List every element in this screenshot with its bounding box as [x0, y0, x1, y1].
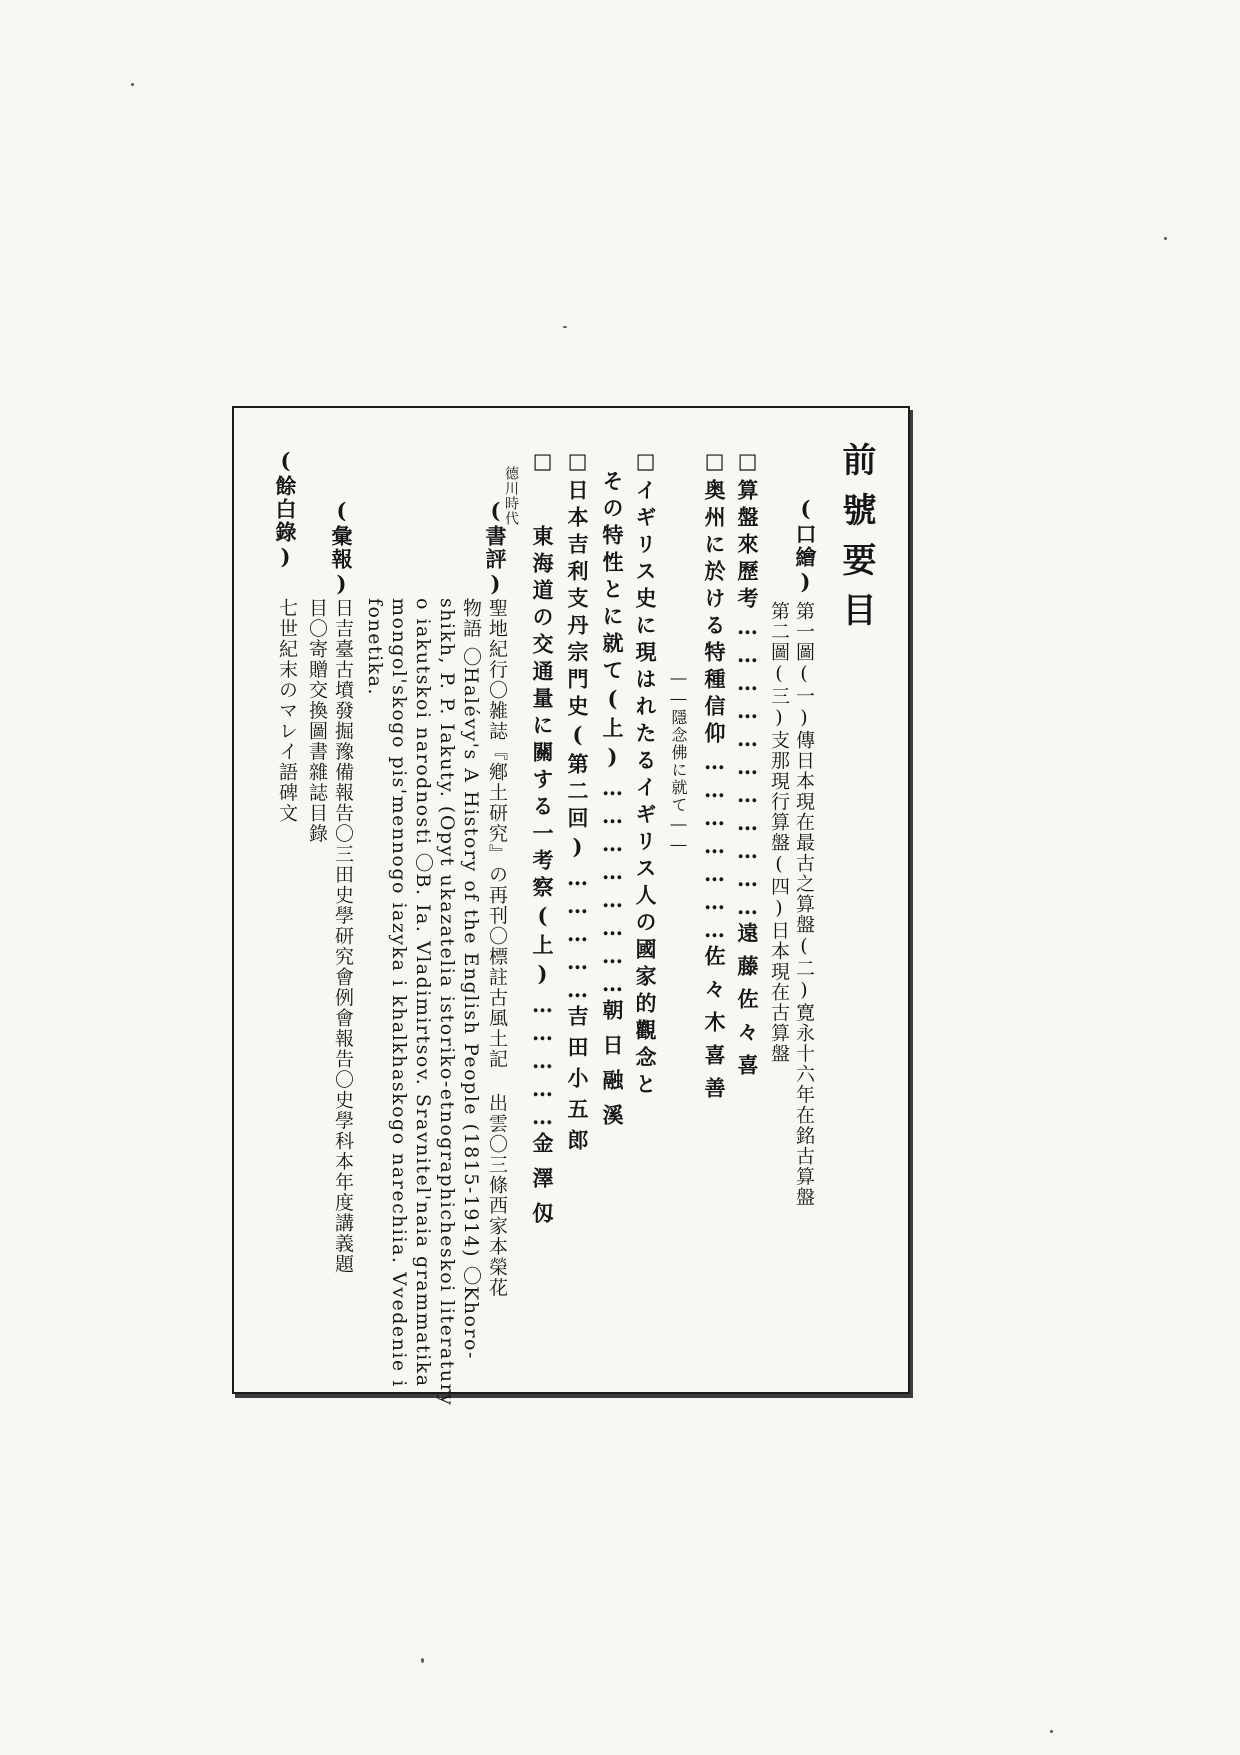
- article-leader: …………………: [702, 749, 727, 945]
- article-row: [532, 448, 553, 1237]
- page-title: 前號要目: [836, 442, 876, 642]
- scan-speck: [421, 1658, 424, 1663]
- section-label-iho: (彙報): [329, 498, 354, 598]
- article-author: 遠藤佐々喜: [735, 922, 760, 1087]
- article-author: 朝日融溪: [600, 999, 625, 1139]
- scan-speck: [1164, 237, 1167, 240]
- article-title: 日本吉利支丹宗門史(第二回): [565, 479, 590, 865]
- contents-frame: [232, 406, 910, 1407]
- section-label-kuchie: (口繪): [793, 496, 818, 596]
- article-box: □: [565, 448, 590, 479]
- article-title: イギリス史に現はれたるイギリス人の國家的觀念と: [633, 479, 658, 1100]
- review-line-6: fonetika.: [364, 598, 386, 697]
- article-row: [635, 448, 656, 1100]
- article-box: □: [735, 448, 760, 479]
- article-prefix: 德川時代: [503, 466, 519, 526]
- iho-line-1: 日吉臺古墳發掘豫備報告〇三田史學研究會例會報告〇史學科本年度講義題: [332, 598, 354, 1275]
- article-box: □: [530, 448, 555, 479]
- section-label-yohakuroku: (餘白錄): [273, 448, 298, 571]
- review-line-4: o iakutskoi narodnosti 〇B. Ia. Vladimirtsov. Sravnitel'naia grammatika: [412, 598, 434, 1388]
- kuchie-line-2: 第二圖(三)支那現行算盤(四)日本現在古算盤: [768, 601, 790, 1064]
- article-title: 算盤來歷考: [735, 479, 760, 614]
- review-line-5: mongol'skogo pis'mennogo iazyka i khalkhaskogo narechiia. Vvedenie i: [388, 598, 410, 1388]
- section-label-shohyo: (書評): [483, 498, 508, 598]
- review-line-3: shikh, P. P. Iakuty. (Opyt ukazatelia istoriko-etnographicheskoi literatury: [436, 598, 458, 1407]
- review-line-1: 聖地紀行〇雑誌『鄕土研究』の再刊〇標註古風土記 出雲〇三條西家本榮花: [486, 598, 508, 1298]
- article-leader: ……………: [565, 865, 590, 1005]
- review-line-2: 物語 〇Halévy's A History of the English People (1815-1914) 〇Khoro-: [460, 598, 482, 1360]
- kuchie-line-1: 第一圖(一)傳日本現在最古之算盤(二)寛永十六年在銘古算盤: [793, 601, 815, 1208]
- article-author: 金澤仭: [530, 1132, 555, 1237]
- yohaku-line-1: 七世紀末のマレイ語碑文: [276, 598, 298, 824]
- article-row: [567, 448, 588, 1160]
- scan-speck: [1050, 1730, 1053, 1733]
- iho-line-2: 目〇寄贈交換圖書雜誌目錄: [306, 598, 328, 844]
- article-subtitle: ――隱念佛に就て――: [669, 668, 688, 855]
- article-leader: ……………………………: [735, 614, 760, 922]
- article-box: □: [702, 448, 727, 479]
- article-row: [704, 448, 725, 1110]
- article-title: 東海道の交通量に關する一考察(上): [530, 525, 555, 992]
- article-author: 佐々木喜善: [702, 945, 727, 1110]
- article-row: [602, 470, 623, 1139]
- article-author: 吉田小五郎: [565, 1005, 590, 1160]
- article-title: 奥州に於ける特種信仰: [702, 479, 727, 749]
- article-leader: ……………………: [600, 775, 625, 999]
- scan-speck: [563, 326, 567, 328]
- article-box: □: [633, 448, 658, 479]
- article-title: その特性とに就て(上): [600, 470, 625, 775]
- scan-speck: [131, 83, 134, 86]
- article-row: [737, 448, 758, 1087]
- article-leader: ……………: [530, 992, 555, 1132]
